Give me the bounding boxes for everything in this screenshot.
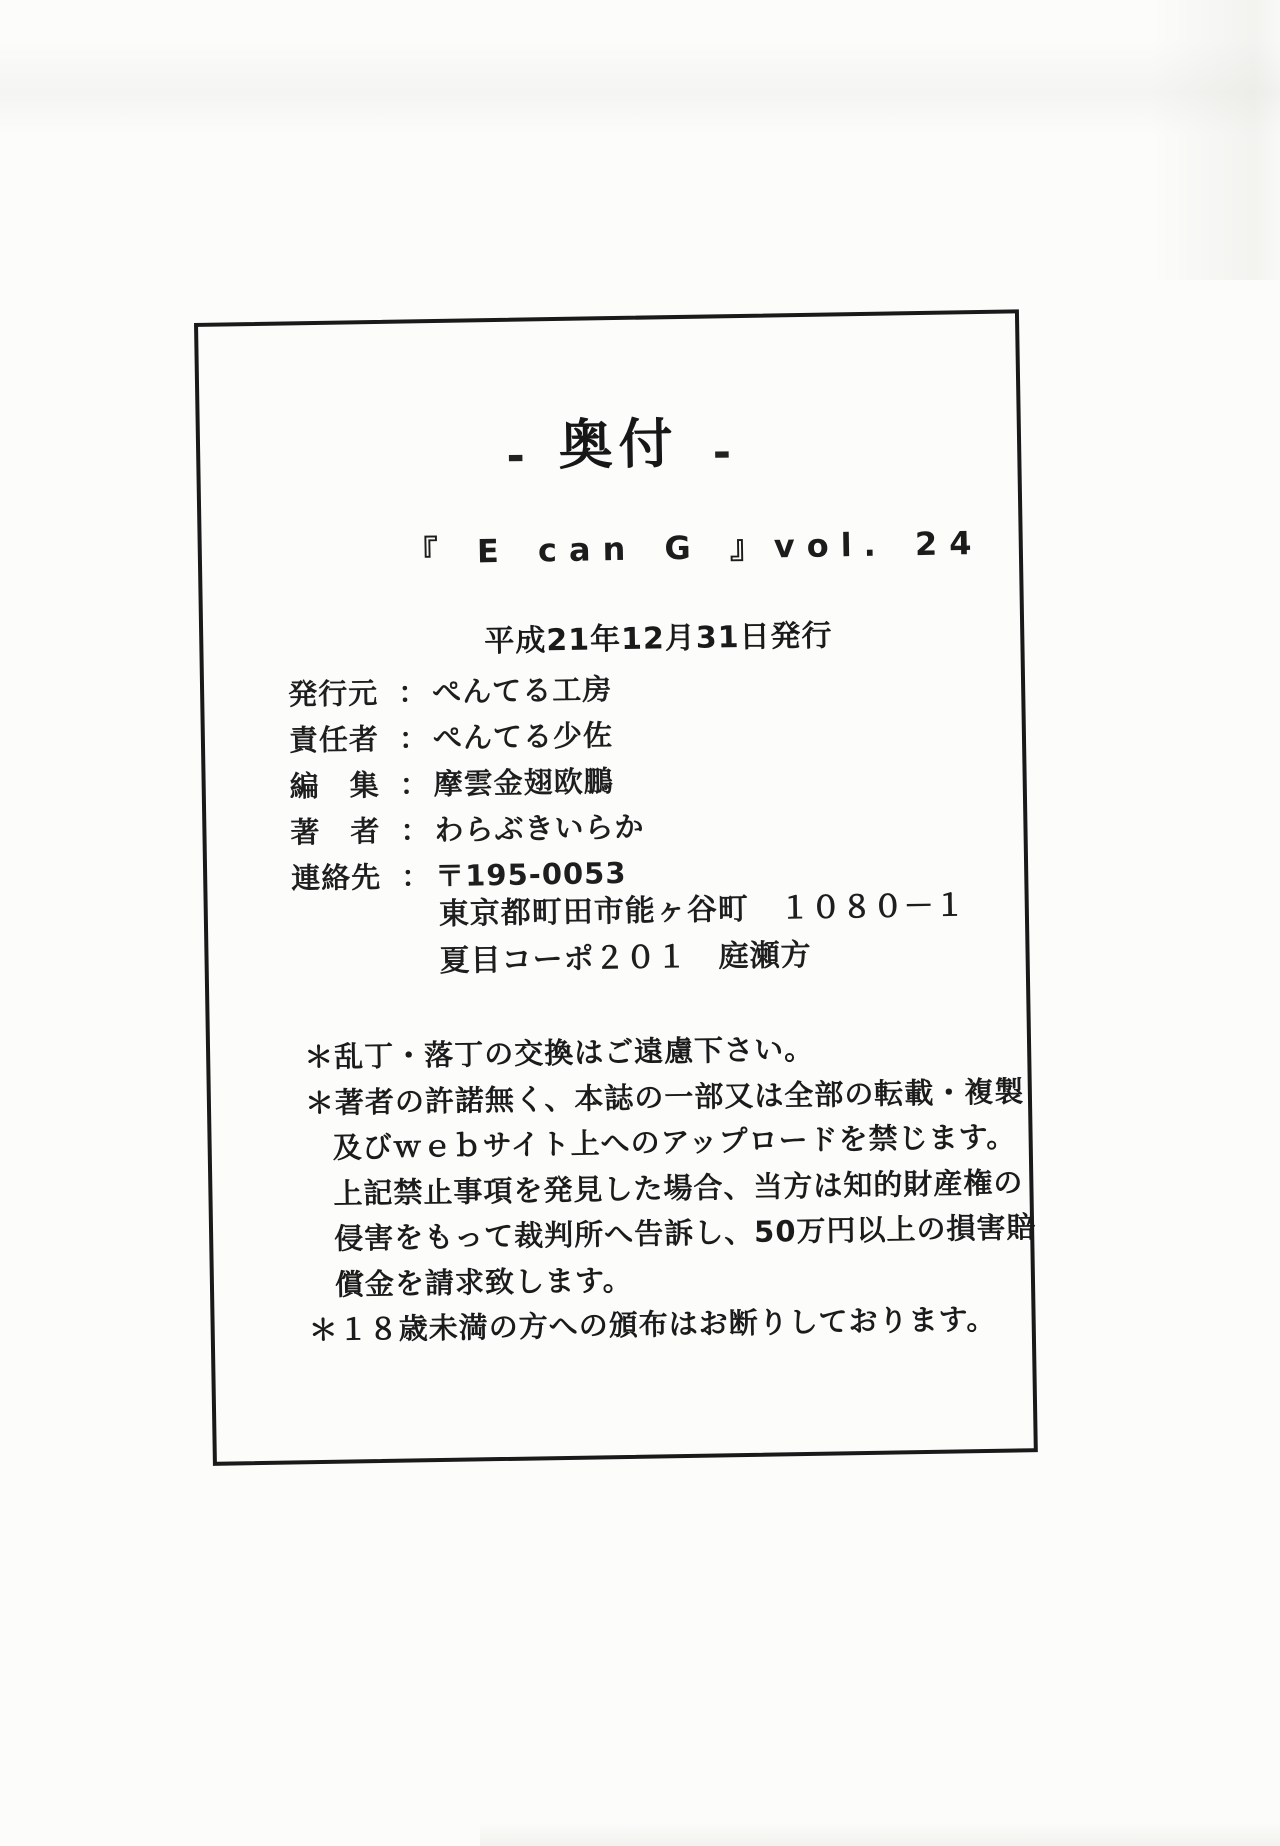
info-value: 〒195-0053 bbox=[434, 855, 627, 894]
colophon-box bbox=[194, 309, 1038, 1466]
title-dash-left: - bbox=[506, 430, 526, 482]
notes-block bbox=[304, 1023, 1039, 1354]
info-value: わらぶきいらか bbox=[434, 809, 645, 848]
page-title-row bbox=[209, 395, 1027, 486]
scan-artifact-bottom-smudge bbox=[480, 1822, 1280, 1846]
info-colon: ： bbox=[400, 859, 432, 894]
title-dash-right: - bbox=[712, 427, 732, 479]
note-line: ＊乱丁・落丁の交換はご遠慮下さい。 bbox=[303, 1031, 815, 1075]
note-line: 及びｗｅｂサイト上へのアップロードを禁じます。 bbox=[332, 1119, 1017, 1165]
info-label: 発行元 bbox=[287, 675, 379, 712]
note-line: 侵害をもって裁判所へ告訴し、50万円以上の損害賠 bbox=[333, 1210, 1037, 1256]
info-colon: ： bbox=[398, 721, 430, 756]
info-value: ぺんてる少佐 bbox=[432, 718, 614, 756]
page-title: 奥付 bbox=[558, 411, 680, 477]
info-row-publisher bbox=[288, 666, 643, 718]
info-label: 編 集 bbox=[289, 767, 380, 804]
info-row-editor bbox=[289, 758, 644, 810]
scan-artifact-right-streak bbox=[1150, 0, 1280, 280]
info-label: 著 者 bbox=[290, 813, 381, 850]
info-label: 連絡先 bbox=[290, 859, 382, 896]
note-line: ＊著者の許諾無く、本誌の一部又は全部の転載・複製 bbox=[304, 1073, 1025, 1120]
note-line: 償金を請求致します。 bbox=[334, 1262, 633, 1302]
address-line: 夏目コーポ２０１ 庭瀬方 bbox=[439, 937, 812, 980]
info-colon: ： bbox=[400, 813, 431, 848]
info-value: 摩雲金翅欧鵬 bbox=[433, 764, 614, 802]
info-row-responsible bbox=[289, 712, 644, 764]
info-table bbox=[288, 666, 646, 902]
volume-line: 『 E can G 』vol. 24 bbox=[405, 523, 984, 572]
address-line: 東京都町田市能ヶ谷町 １０８０－１ bbox=[438, 888, 967, 933]
publish-date: 平成21年12月31日発行 bbox=[484, 618, 833, 660]
info-label: 責任者 bbox=[288, 721, 380, 758]
address-block bbox=[438, 882, 966, 985]
note-line: 上記禁止事項を発見した場合、当方は知的財産権の bbox=[333, 1164, 1024, 1211]
info-colon: ： bbox=[397, 675, 429, 710]
scan-artifact-top-band bbox=[0, 40, 1280, 135]
info-colon: ： bbox=[399, 767, 430, 802]
info-row-author bbox=[290, 804, 645, 856]
info-value: ぺんてる工房 bbox=[431, 672, 613, 710]
note-line: ＊１８歳未満の方への頒布はお断りしております。 bbox=[308, 1301, 997, 1348]
